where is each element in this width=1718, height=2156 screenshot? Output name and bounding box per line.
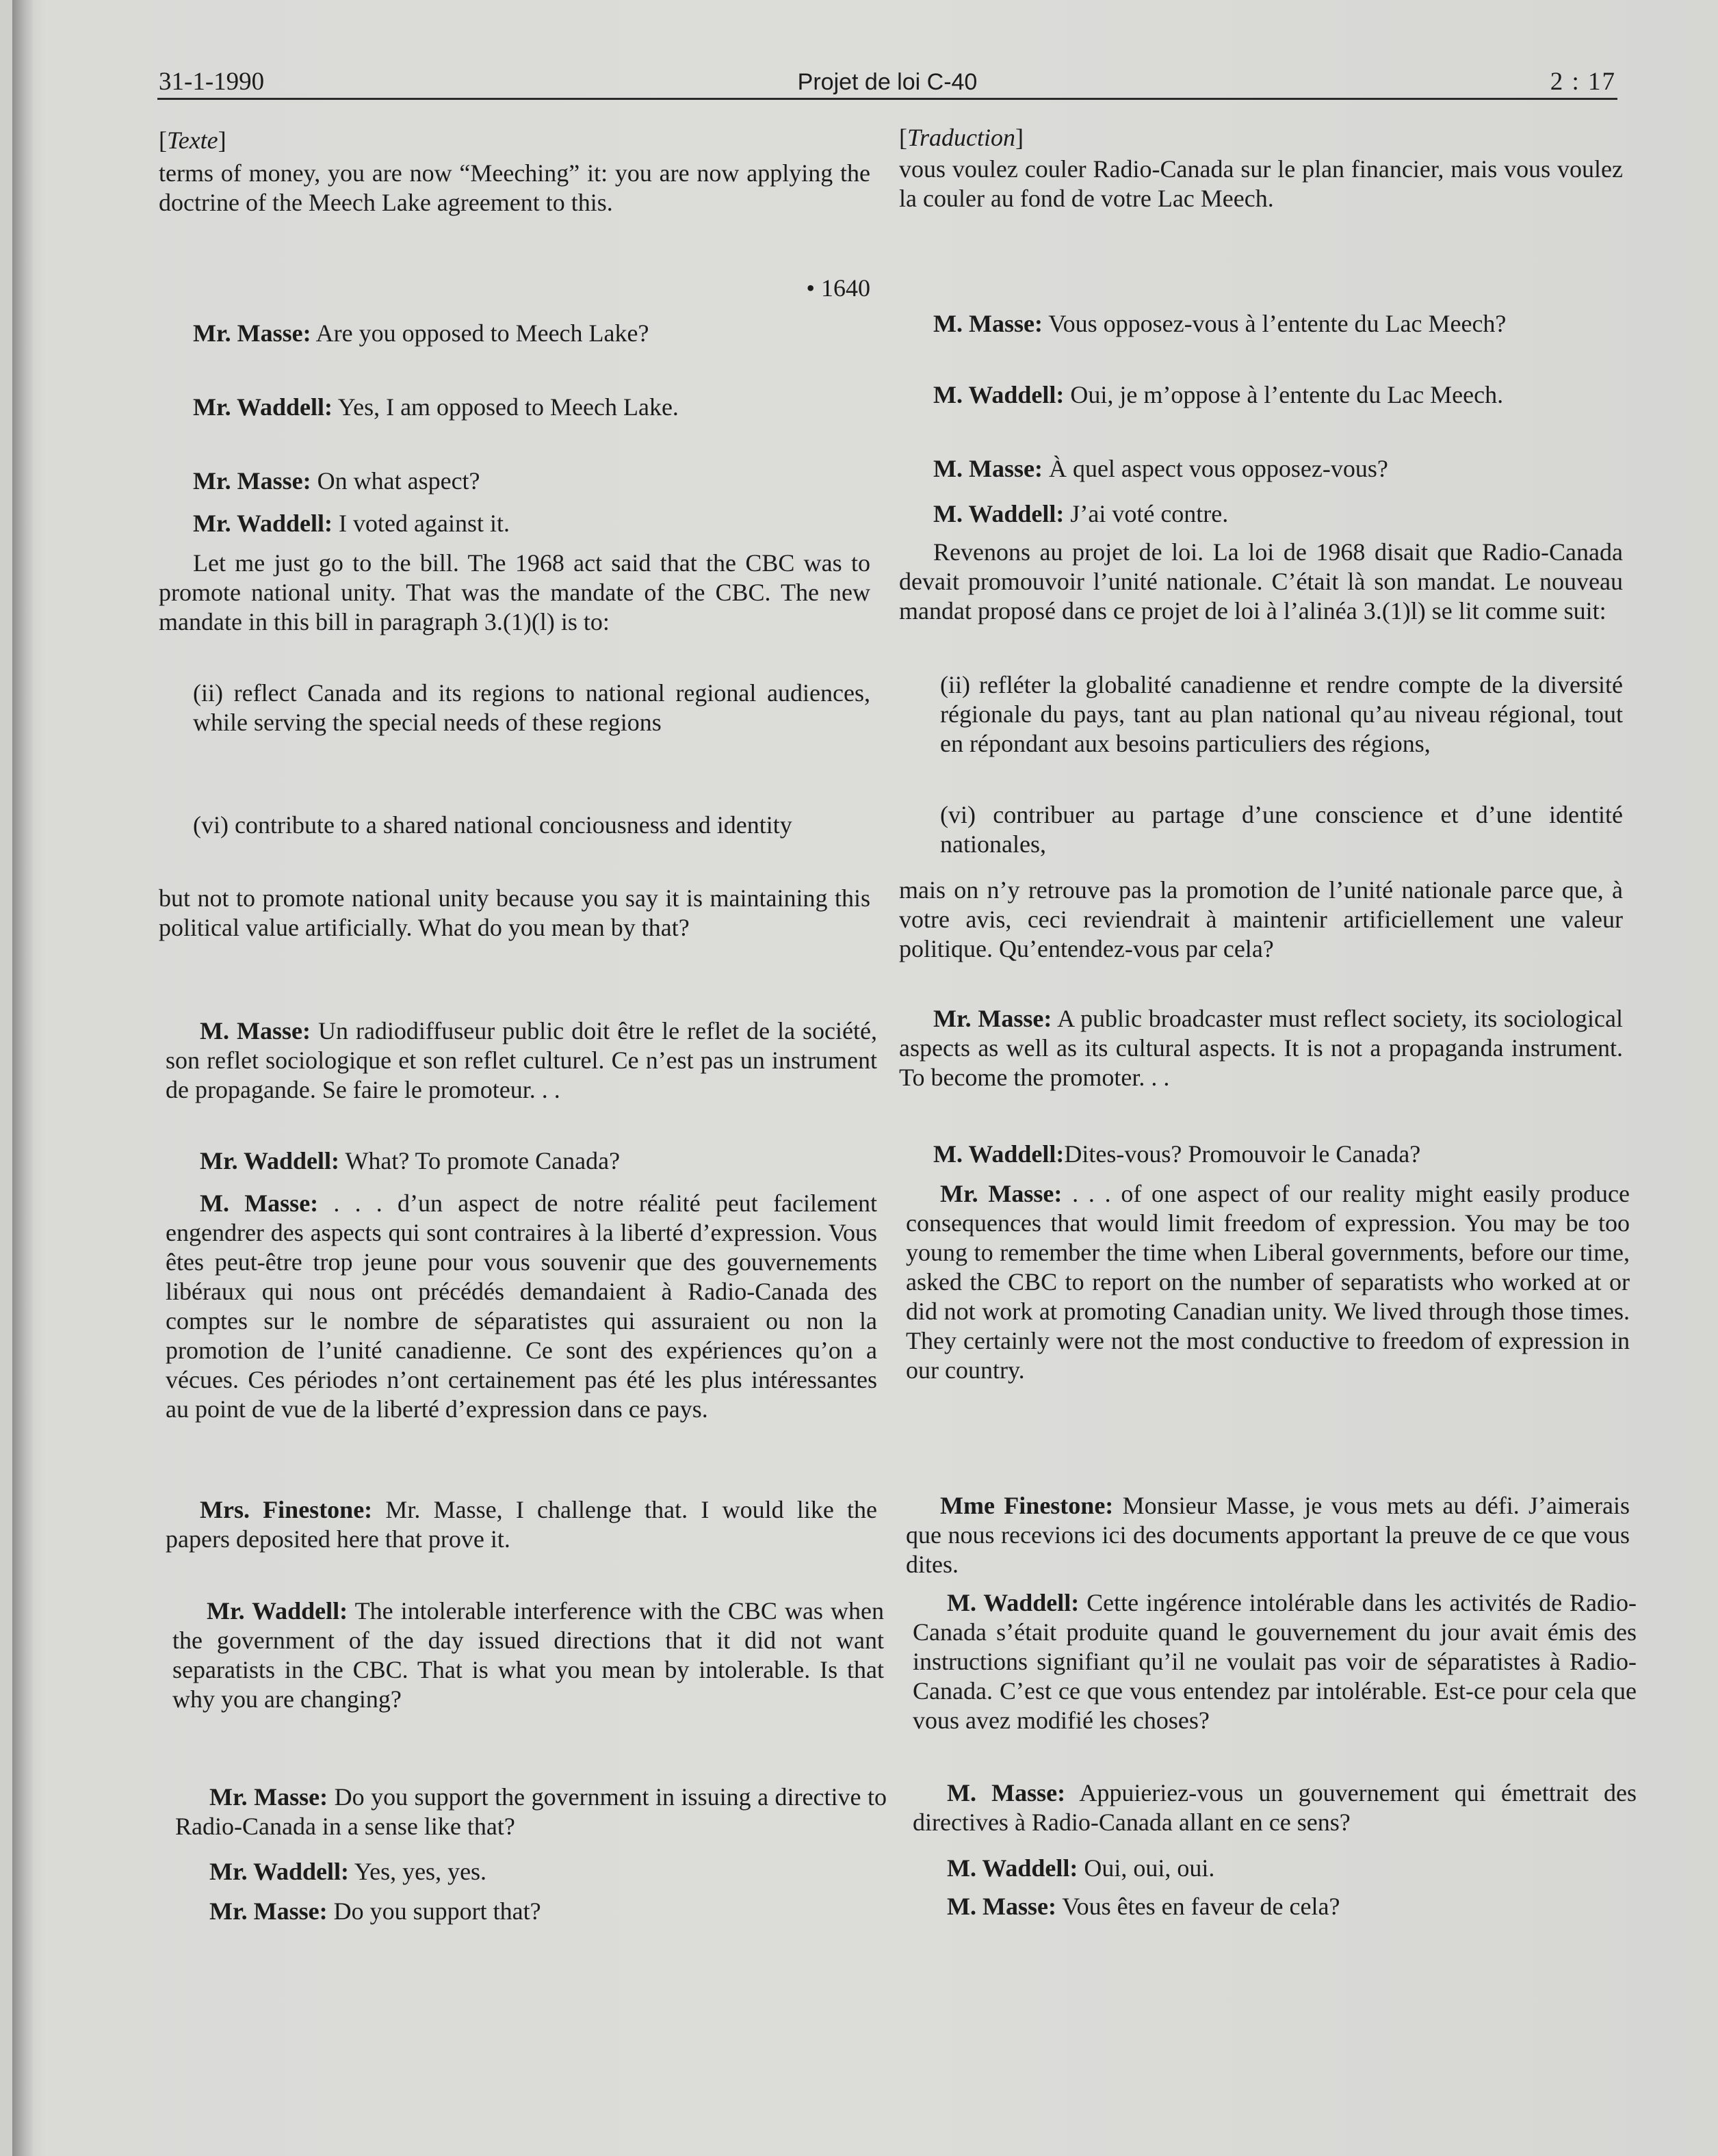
right-speech: Mr. Masse: A public broadcaster must reflect society, its sociological aspects as well as its cultural aspects. It is not a propaganda instrument. To become the promoter. . . bbox=[899, 1005, 1623, 1091]
speaker-name: Mr. Waddell: bbox=[207, 1597, 348, 1625]
speaker-name: Mr. Waddell: bbox=[193, 510, 333, 537]
left-speech: Mr. Waddell: I voted against it. bbox=[193, 510, 510, 537]
speaker-name: Mr. Waddell: bbox=[193, 393, 333, 421]
right-speech: M. Waddell: Oui, oui, oui. bbox=[947, 1854, 1215, 1882]
header-date: 31-1-1990 bbox=[159, 68, 265, 96]
left-speech: Mr. Waddell: The intolerable interference with the CBC was when the government of the day issued directions that it did not want separatists in the CBC. That is what you mean by intolerable. Is that why you are changing? bbox=[172, 1597, 885, 1713]
left-speech: Mr. Waddell: Yes, yes, yes. bbox=[209, 1858, 487, 1885]
left-speech: M. Masse: Un radiodiffuseur public doit être le reflet de la société, son reflet sociologique et son reflet culturel. Ce n’est pas un instrument de propagande. Se faire le promoteur. . . bbox=[166, 1017, 877, 1103]
right-paragraph: Revenons au projet de loi. La loi de 1968 disait que Radio-Canada devait promouvoir l’unité nationale. C’était là son mandat. Le nouveau mandat proposé dans ce projet de loi à l’alinéa 3.(1)l) se lit comme suit: bbox=[899, 538, 1623, 625]
left-speech: Mr. Masse: Are you opposed to Meech Lake? bbox=[193, 319, 649, 347]
speaker-name: Mrs. Finestone: bbox=[200, 1496, 373, 1523]
right-speech: M. Waddell: J’ai voté contre. bbox=[933, 500, 1229, 527]
left-paragraph: Let me just go to the bill. The 1968 act said that the CBC was to promote national unity. That was the mandate of the CBC. The new mandate in this bill in paragraph 3.(1)(l) is to: bbox=[159, 549, 870, 635]
speaker-name: Mr. Waddell: bbox=[200, 1147, 340, 1174]
speaker-name: Mr. Masse: bbox=[193, 319, 311, 347]
right-speech: M. Waddell: Oui, je m’oppose à l’entente du Lac Meech. bbox=[933, 381, 1504, 408]
speaker-name: M. Waddell: bbox=[947, 1589, 1080, 1616]
right-speech: M. Masse: Appuieriez-vous un gouvernement qui émettrait des directives à Radio-Canada allant en ce sens? bbox=[913, 1779, 1637, 1836]
left-speech: M. Masse: . . . d’un aspect de notre réalité peut facilement engendrer des aspects qui sont contraires à la liberté d’expression. Vous êtes peut-être trop jeune pour vous souvenir que des gouvernements libéraux qui nous ont précédés demandaient à Radio-Canada des comptes sur le nombre de séparatistes qui assuraient ou non la promotion de l’unité canadienne. Ce sont des expériences qu’on a vécues. Ces périodes n’ont certainement pas été les plus intéressantes au point de vue de la liberté d’expression dans ce pays. bbox=[166, 1189, 878, 1423]
right-quote: (ii) refléter la globalité canadienne et rendre compte de la diversité régionale du pays, tant au plan national qu’au niveau régional, tout en répondant aux besoins particuliers des régions, bbox=[940, 671, 1623, 757]
right-speech: Mr. Masse: . . . of one aspect of our reality might easily produce consequences that would limit freedom of expression. You may be too young to remember the time when Liberal governments, before our time, asked the CBC to report on the number of separatists who worked at or did not work at promoting Canadian unity. We lived through those times. They certainly were not the most conductive to freedom of expression in our country. bbox=[906, 1180, 1630, 1384]
header-page-number: 2 : 17 bbox=[1550, 68, 1616, 96]
right-speech: M. Waddell: Cette ingérence intolérable dans les activités de Radio-Canada s’était produite quand le gouvernement du jour avait émis des instructions signifiant qu’il ne voulait pas voir de séparatistes à Radio-Canada. C’est ce que vous entendez par intolérable. Est-ce pour cela que vous avez modifié les choses? bbox=[913, 1589, 1637, 1734]
speaker-name: M. Masse: bbox=[947, 1779, 1066, 1806]
speaker-name: M. Waddell: bbox=[933, 381, 1065, 408]
speaker-name: Mme Finestone: bbox=[940, 1492, 1114, 1519]
speaker-name: Mr. Masse: bbox=[193, 467, 311, 495]
speaker-name: Mr. Waddell: bbox=[209, 1858, 350, 1885]
right-language-tag: [Traduction] bbox=[899, 124, 1024, 151]
left-language-tag: [Texte] bbox=[159, 127, 226, 154]
right-speech: M. Masse: Vous opposez-vous à l’entente du Lac Meech? bbox=[933, 310, 1507, 337]
header-title: Projet de loi C-40 bbox=[797, 69, 978, 95]
binding-edge bbox=[12, 0, 33, 2156]
header-rule bbox=[157, 98, 1617, 100]
right-quote: (vi) contribuer au partage d’une conscience et d’une identité nationales, bbox=[940, 801, 1623, 858]
right-paragraph: vous voulez couler Radio-Canada sur le plan financier, mais vous voulez la couler au fond de votre Lac Meech. bbox=[899, 155, 1623, 212]
left-speech: Mr. Masse: Do you support that? bbox=[209, 1897, 541, 1925]
left-paragraph: but not to promote national unity because you say it is maintaining this political value artificially. What do you mean by that? bbox=[159, 884, 870, 941]
right-speech: Mme Finestone: Monsieur Masse, je vous mets au défi. J’aimerais que nous recevions ici des documents apportant la preuve de ce que vous dites. bbox=[906, 1492, 1630, 1578]
left-quote: (vi) contribute to a shared national conciousness and identity bbox=[193, 811, 792, 839]
speaker-name: Mr. Masse: bbox=[933, 1005, 1052, 1032]
right-paragraph: mais on n’y retrouve pas la promotion de l’unité nationale parce que, à votre avis, ceci reviendrait à maintenir artificiellement une valeur politique. Qu’entendez-vous par cela? bbox=[899, 876, 1623, 962]
speaker-name: M. Waddell: bbox=[933, 500, 1065, 527]
left-speech: Mr. Masse: On what aspect? bbox=[193, 467, 480, 495]
left-speech: Mr. Waddell: Yes, I am opposed to Meech Lake. bbox=[193, 393, 679, 421]
speaker-name: Mr. Masse: bbox=[209, 1897, 328, 1925]
right-speech: M. Masse: À quel aspect vous opposez-vous? bbox=[933, 455, 1388, 482]
right-speech: M. Masse: Vous êtes en faveur de cela? bbox=[947, 1893, 1340, 1920]
speaker-name: Mr. Masse: bbox=[209, 1783, 328, 1811]
left-paragraph: terms of money, you are now “Meeching” it: you are now applying the doctrine of the Meech Lake agreement to this. bbox=[159, 159, 870, 216]
speaker-name: M. Waddell: bbox=[933, 1140, 1065, 1168]
speaker-name: M. Waddell: bbox=[947, 1854, 1078, 1882]
left-speech: Mr. Masse: Do you support the government in issuing a directive to Radio-Canada in a sense like that? bbox=[175, 1783, 887, 1840]
left-speech: Mrs. Finestone: Mr. Masse, I challenge that. I would like the papers deposited here that prove it. bbox=[166, 1496, 877, 1553]
speaker-name: M. Masse: bbox=[933, 310, 1043, 337]
right-speech: M. Waddell:Dites-vous? Promouvoir le Canada? bbox=[933, 1140, 1421, 1168]
speaker-name: Mr. Masse: bbox=[940, 1180, 1063, 1207]
speaker-name: M. Masse: bbox=[933, 455, 1043, 482]
left-quote: (ii) reflect Canada and its regions to national regional audiences, while serving the special needs of these regions bbox=[193, 679, 870, 736]
timecode: • 1640 bbox=[806, 274, 870, 302]
left-speech: Mr. Waddell: What? To promote Canada? bbox=[200, 1147, 621, 1174]
speaker-name: M. Masse: bbox=[200, 1189, 319, 1217]
speaker-name: M. Masse: bbox=[200, 1017, 311, 1044]
page-header bbox=[159, 67, 1616, 97]
speaker-name: M. Masse: bbox=[947, 1893, 1056, 1920]
